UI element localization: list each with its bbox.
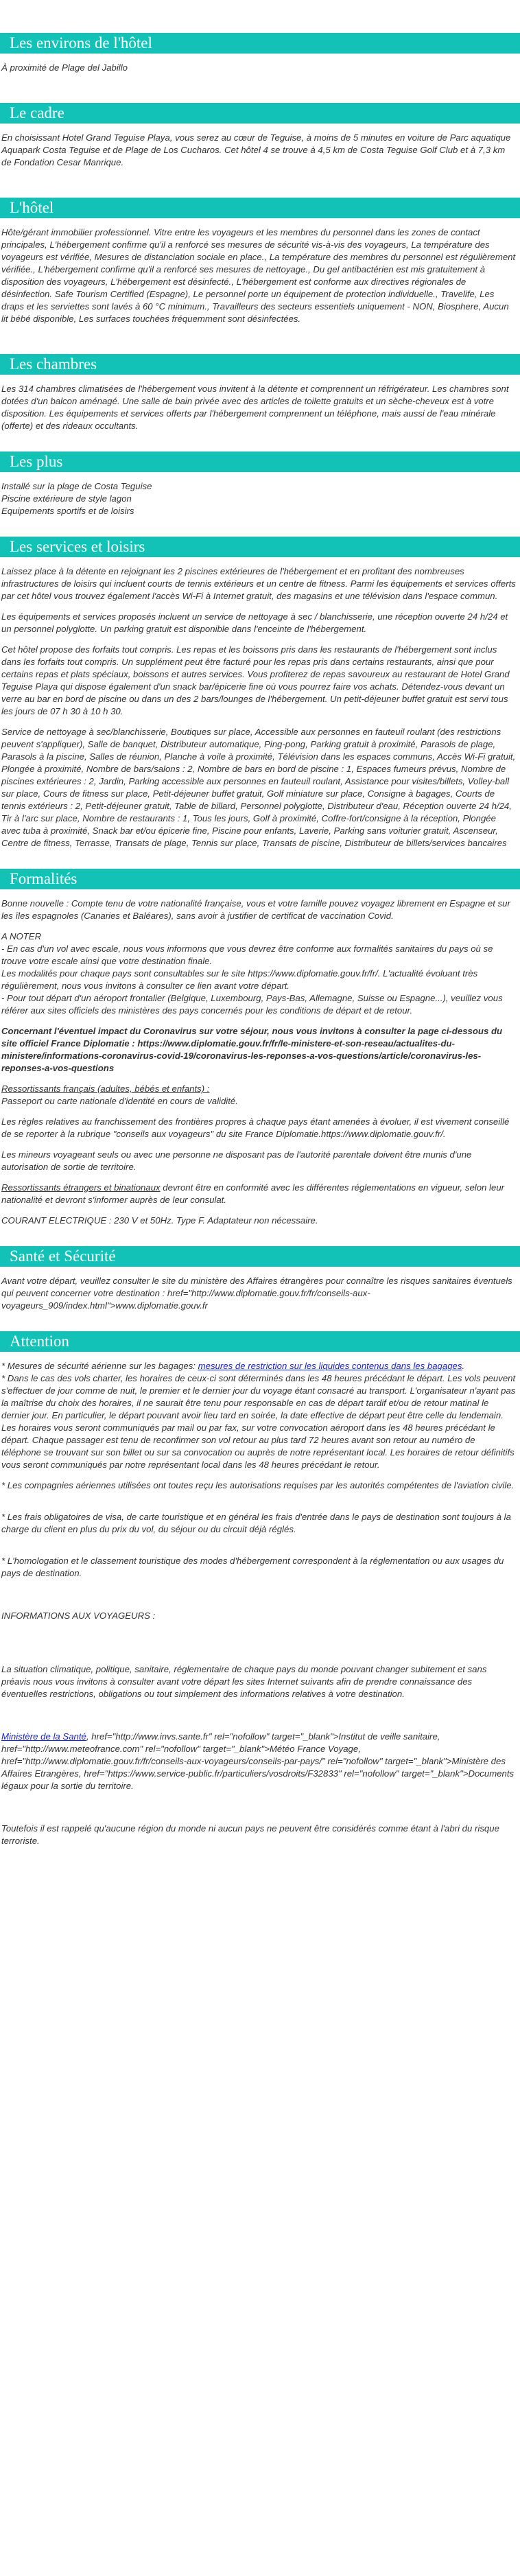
section-title-environs: Les environs de l'hôtel bbox=[0, 33, 520, 54]
formalites-note-heading: A NOTER bbox=[1, 931, 42, 941]
attention-visa-fees: * Les frais obligatoires de visa, de carte touristique et en général les frais d'entrée dans le pays de destination sont toujours à la charge du client en plus du prix du vol, du séjour ou du circuit déjà réglés. bbox=[1, 1512, 511, 1534]
ministere-sante-link[interactable]: Ministère de la Santé bbox=[1, 1731, 86, 1742]
section-formalites bbox=[0, 869, 520, 1227]
plus-list bbox=[1, 480, 516, 517]
formalites-coronavirus-notice: Concernant l'éventuel impact du Coronavirus sur votre séjour, nous vous invitons à consulter la page ci-dessous du site officiel France Diplomatie : https://www.diplomatie.gouv.fr/fr/le-ministere-et-son-reseau/actualites-du-ministere/informations-coronavirus-covid-19/coronavirus-les-reponses-a-vos-questions/article/coronavirus-les-reponses-a-vos-questions bbox=[1, 1026, 503, 1073]
hotel-text: Hôte/gérant immobilier professionnel. Vitre entre les voyageurs et les membres du personnel dans les zones de contact principales, L'hébergement confirme qu'il a renforcé ses mesures de sécurité vis-à-vis des voyageurs, La température des voyageurs est vérifiée, Mesures de distanciation sociale en place., La température des membres du personnel est régulièrement vérifiée., L'hébergement confirme qu'il a renforcé ses mesures de nettoyage., Du gel antibactérien est mis gratuitement à disposition des voyageurs, L'hébergement est désinfecté., L'hébergement est conforme aux directives régionales de désinfection. Safe Tourism Certified (Espagne), Le personnel porte un équipement de protection individuelle., Travelife, Les draps et les serviettes sont lavés à 60 °C minimum., Travailleurs des secteurs essentiels uniquement - NON, Biosphere, Aucun lit bébé disponible, Les surfaces touchées fréquemment sont désinfectées. bbox=[1, 227, 516, 324]
section-title-services: Les services et loisirs bbox=[0, 537, 520, 557]
formalites-mineurs: Les mineurs voyageant seuls ou avec une personne ne disposant pas de l'autorité parentale doivent être munis d'une autorisation de sortie de territoire. bbox=[1, 1149, 472, 1172]
section-title-formalites: Formalités bbox=[0, 869, 520, 889]
environs-text: À proximité de Plage del Jabillo bbox=[1, 62, 128, 73]
ressortissants-francais-label: Ressortissants français (adultes, bébés et enfants) : bbox=[1, 1084, 210, 1094]
attention-airlines: * Les compagnies aériennes utilisées ont toutes reçu les autorisations requises par les autorités compétentes de l'aviation civile. bbox=[1, 1480, 515, 1490]
sante-text: Avant votre départ, veuillez consulter le site du ministère des Affaires étrangères pour connaître les risques sanitaires éventuels qui peuvent concerner votre destination : href="http://www.diplomatie.gouv.fr/fr/conseils-aux-voyageurs_909/index.html">www.diplomatie.gouv.fr bbox=[1, 1276, 512, 1311]
attention-bagages-prefix: * Mesures de sécurité aérienne sur les bagages: bbox=[1, 1361, 198, 1371]
attention-charter-flights: * Dans le cas des vols charter, les horaires de ceux-ci sont déterminés dans les 48 heures précédant le départ. Les vols peuvent s'effectuer de jour comme de nuit, le premier et le dernier jour du voyage étant consacré au transport. L'organisateur n'ayant pas la maîtrise du choix des horaires, il ne saurait être tenu pour responsable en cas de départ tardif et/ou de retour matinal le dernier jour. En particulier, le départ pouvant avoir lieu tard en soirée, la date effective de départ peut être celle du lendemain. Les horaires vous seront communiqués par mail ou par fax, sur votre convocation aéroport dans les 48 heures précédant le départ. Chaque passager est tenu de reconfirmer son vol retour au plus tard 72 heures avant son retour au numéro de téléphone se trouvant sur son billet ou sur sa convocation ou auprès de notre représentant local. Les horaires de retour définitifs vous seront communiqués par notre représentant local dans les 48 heures précédant le retour. bbox=[1, 1373, 516, 1470]
section-body-chambres bbox=[0, 375, 520, 432]
section-body-environs bbox=[0, 54, 520, 74]
section-body-cadre bbox=[0, 124, 520, 169]
section-body-services bbox=[0, 557, 520, 850]
section-body-hotel bbox=[0, 218, 520, 325]
section-title-plus: Les plus bbox=[0, 452, 520, 472]
attention-terrorism: Toutefois il est rappelé qu'aucune région du monde ni aucun pays ne peuvent être considérés comme étant à l'abri du risque terroriste. bbox=[1, 1823, 499, 1846]
services-amenities-list: Service de nettoyage à sec/blanchisserie, Boutiques sur place, Accessible aux personnes en fauteuil roulant (des restrictions peuvent s'appliquer), Salle de banquet, Distributeur automatique, Ping-pong, Parking gratuit à proximité, Parasols de plage, Parasols à la piscine, Salles de réunion, Planche à voile à proximité, Télévision dans les espaces communs, Accès Wi-Fi gratuit, Plongée à proximité, Nombre de bars/salons : 2, Nombre de bars en bord de piscine : 1, Espaces fumeurs prévus, Nombre de piscines extérieures : 2, Jardin, Parking accessible aux personnes en fauteuil roulant, Assistance pour visites/billets, Volley-ball sur place, Cours de fitness sur place, Petit-déjeuner buffet gratuit, Golf miniature sur place, Consigne à bagages, Courts de tennis extérieurs : 2, Petit-déjeuner gratuit, Table de billard, Personnel polyglotte, Distributeur d'eau, Réception ouverte 24 h/24, Tir à l'arc sur place, Nombre de restaurants : 1, Tous les jours, Golf à proximité, Coffre-fort/consigne à la réception, Plongée avec tuba à proximité, Snack bar et/ou épicerie fine, Piscine pour enfants, Laverie, Parking sans voiturier gratuit, Ascenseur, Centre de fitness, Terrasse, Transats de plage, Tennis sur place, Transats de piscine, Distributeur de billets/services bancaires bbox=[1, 727, 516, 848]
section-services bbox=[0, 537, 520, 850]
section-body-attention bbox=[0, 1352, 520, 1847]
section-title-cadre: Le cadre bbox=[0, 103, 520, 124]
formalites-note-line: - En cas d'un vol avec escale, nous vous informons que vous devrez être conforme aux formalités sanitaires du pays où se trouve votre escale ainsi que votre destination finale. bbox=[1, 944, 493, 966]
section-title-chambres: Les chambres bbox=[0, 354, 520, 375]
formalites-regles: Les règles relatives au franchissement des frontières propres à chaque pays étant amenées à évoluer, il est vivement conseillé de se reporter à la rubrique "conseils aux voyageurs" du site France Diplomatie.https://www.diplomatie.gouv.fr/. bbox=[1, 1116, 510, 1139]
courant-electrique: COURANT ELECTRIQUE : 230 V et 50Hz. Type F. Adaptateur non nécessaire. bbox=[1, 1215, 318, 1226]
chambres-text: Les 314 chambres climatisées de l'hébergement vous invitent à la détente et comprennent un réfrigérateur. Les chambres sont dotées d'un balcon aménagé. Une salle de bain privée avec des articles de toilette gratuits et un sèche-cheveux est à votre disposition. Les équipements et services offerts par l'hébergement comprennent un téléphone, mais aussi de l'eau minérale (offerte) et des rideaux occultants. bbox=[1, 384, 509, 431]
plus-item: Installé sur la plage de Costa Teguise bbox=[1, 481, 152, 491]
services-paragraph: Les équipements et services proposés incluent un service de nettoyage à sec / blanchisserie, une réception ouverte 24 h/24 et un personnel polyglotte. Un parking gratuit est disponible dans l'enceinte de l'hébergement. bbox=[1, 611, 508, 634]
formalites-note-line: - Pour tout départ d'un aéroport frontalier (Belgique, Luxembourg, Pays-Bas, Allemagne, Suisse ou Espagne...), veuillez vous référer aux sites officiels des ministères des pays concernés pour les conditions de départ et de retour. bbox=[1, 993, 503, 1016]
plus-item: Piscine extérieure de style lagon bbox=[1, 493, 132, 504]
services-paragraph: Laissez place à la détente en rejoignant les 2 piscines extérieures de l'hébergement et en profitant des nombreuses infrastructures de loisirs qui incluent courts de tennis extérieurs et un centre de fitness. Parmi les équipements et services offerts par cet hôtel vous trouvez également l'accès Wi-Fi à Internet gratuit, des magasins et une télévision dans l'espace commun. bbox=[1, 566, 516, 601]
cadre-text: En choisissant Hotel Grand Teguise Playa, vous serez au cœur de Teguise, à moins de 5 minutes en voiture de Parc aquatique Aquapark Costa Teguise et de Plage de Los Cucharos. Cet hôtel 4 se trouve à 4,5 km de Costa Teguise Golf Club et à 7,3 km de Fondation Cesar Manrique. bbox=[1, 132, 511, 167]
attention-situation: La situation climatique, politique, sanitaire, réglementaire de chaque pays du monde pouvant changer subitement et sans préavis nous vous invitons à consulter avant votre départ les sites Internet suivants afin de prendre connaissance des éventuelles restrictions, obligations ou tout simplement des informations relatives à votre destination. bbox=[1, 1664, 487, 1699]
section-body-formalites bbox=[0, 889, 520, 1227]
section-chambres bbox=[0, 354, 520, 432]
section-title-sante: Santé et Sécurité bbox=[0, 1246, 520, 1267]
attention-homologation: * L'homologation et le classement touristique des modes d'hébergement correspondent à la réglementation ou aux usages du pays de destination. bbox=[1, 1556, 504, 1578]
section-environs bbox=[0, 33, 520, 74]
ressortissants-etrangers-label: Ressortissants étrangers et binationaux bbox=[1, 1182, 161, 1193]
services-paragraph: Cet hôtel propose des forfaits tout compris. Les repas et les boissons pris dans les restaurants de l'hébergement sont inclus dans les forfaits tout compris. Un supplément peut être facturé pour les repas pris dans certains restaurants, ainsi que pour certains repas et plats spéciaux, boissons et autres services. Vous profiterez de repas savoureux au restaurant de Hotel Grand Teguise Playa qui dispose également d'un snack bar/épicerie fine où vous pourrez faire vos achats. Détendez-vous devant un verre au bar en bord de piscine ou dans un des 2 bars/lounges de l'hébergement. Un petit-déjeuner buffet gratuit est servi tous les jours de 07 h 30 à 10 h 30. bbox=[1, 644, 510, 716]
section-sante bbox=[0, 1246, 520, 1312]
section-title-hotel: L'hôtel bbox=[0, 198, 520, 218]
plus-item: Equipements sportifs et de loisirs bbox=[1, 506, 134, 516]
section-attention bbox=[0, 1331, 520, 1847]
section-body-sante bbox=[0, 1267, 520, 1312]
liquid-restrictions-link[interactable]: mesures de restriction sur les liquides contenus dans les bagages bbox=[198, 1361, 462, 1371]
section-plus bbox=[0, 452, 520, 517]
formalites-note-block bbox=[1, 930, 516, 1017]
informations-voyageurs-heading: INFORMATIONS AUX VOYAGEURS : bbox=[1, 1611, 156, 1621]
formalites-intro: Bonne nouvelle : Compte tenu de votre nationalité française, vous et votre famille pouvez voyagez librement en Espagne et sur les îles espagnoles (Canaries et Baléares), sans avoir à justifier de certificat de vaccination Covid. bbox=[1, 898, 510, 921]
section-hotel bbox=[0, 198, 520, 325]
section-title-attention: Attention bbox=[0, 1331, 520, 1352]
section-body-plus bbox=[0, 472, 520, 517]
ressortissants-francais-text: Passeport ou carte nationale d'identité en cours de validité. bbox=[1, 1096, 238, 1106]
formalites-note-line: Les modalités pour chaque pays sont consultables sur le site https://www.diplomatie.gouv.fr/fr/. L'actualité évoluant très régulièrement, nous vous invitons à consulter ce lien avant votre départ. bbox=[1, 968, 478, 991]
ressortissants-etrangers-text: devront être en conformité avec les différentes réglementations en vigueur, selon leur nationalité et devront s'informer auprès de leur consulat. bbox=[1, 1182, 505, 1205]
section-cadre bbox=[0, 103, 520, 169]
attention-links-text: , href="http://www.invs.sante.fr" rel="nofollow" target="_blank">Institut de veille sanitaire, href="http://www.meteofrance.com" rel="nofollow" target="_blank">Météo France Voyage, href="http://www.diplomatie.gouv.fr/fr/conseils-aux-voyageurs/conseils-par-pays/" rel="nofollow" target="_blank">Ministère des Affaires Etrangères, href="https://www.service-public.fr/particuliers/vosdroits/F32833" rel="nofollow" target="_blank">Documents légaux pour la sortie du territoire. bbox=[1, 1731, 515, 1791]
attention-bagages-suffix: . bbox=[462, 1361, 465, 1371]
